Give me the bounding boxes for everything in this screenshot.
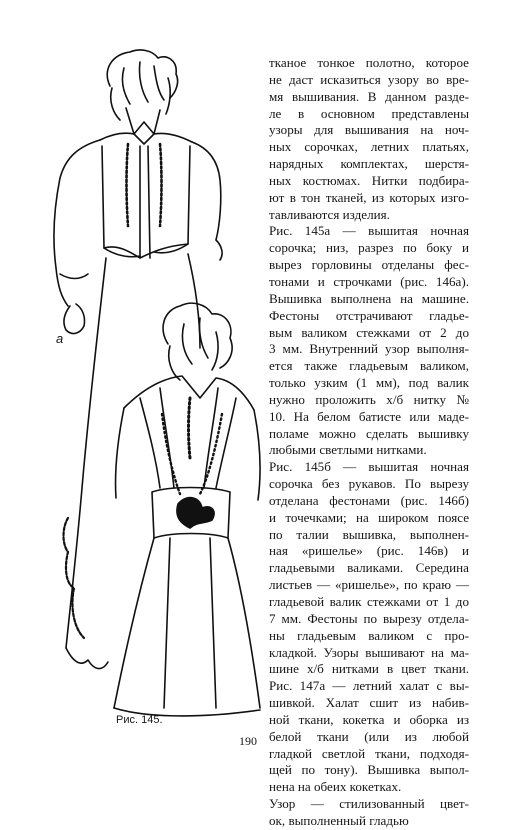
body-text-line: поламе можно сделать вышивку <box>269 425 469 441</box>
body-text-line: гладьевыми валиками. Середина <box>269 560 469 576</box>
body-text-line: не даст исказиться узору во вре- <box>269 71 469 87</box>
body-text-line: любыми светлыми нитками. <box>269 442 427 458</box>
body-text-line: 3 мм. Внутренний узор выполня- <box>269 341 469 357</box>
body-text-line: отделана фестонами (рис. 146б) <box>269 492 469 508</box>
body-text-line: по талии вышивка, выполнен- <box>269 526 469 542</box>
body-text-line: ны гладьевым валиком с про- <box>269 627 469 643</box>
body-text-line: и точечками; на широком поясе <box>269 509 469 525</box>
body-text-line: сорочка без рукавов. По вырезу <box>269 476 469 492</box>
fashion-illustration-fig145 <box>40 48 270 728</box>
body-text-line: гладьевой валик стежками от 1 до <box>269 594 469 609</box>
body-text-line: только узким (1 мм), под валик <box>269 375 469 391</box>
body-text-line: ок, выполненный гладью <box>269 812 409 828</box>
sleeveless-gown-b-sketch <box>114 303 260 716</box>
body-text-line: щей по тону). Вышивка выпол- <box>269 762 469 778</box>
body-text-line: тканое тонкое полотно, которое <box>269 55 469 70</box>
body-text-line: Узор — стилизованный цвет- <box>269 796 469 812</box>
body-text-line: ной ткани, кокетка и оборка из <box>269 711 469 727</box>
body-text-line: Рис. 145б — вышитая ночная <box>269 459 469 475</box>
body-text-line: ле в основном представлены <box>269 105 469 121</box>
figure-label-a: а <box>56 331 64 346</box>
nightgown-a-sketch <box>54 50 222 669</box>
body-text-line: ных сорочках, летних платьях, <box>269 139 469 155</box>
body-text-line: белой ткани (или из любой <box>269 728 469 744</box>
body-text-line: ных костюмах. Нитки подбира- <box>269 172 469 188</box>
page-number: 190 <box>239 734 257 748</box>
body-text-line: 10. На белом батисте или мадe- <box>269 408 469 424</box>
body-text-line: тонами и строчками (рис. 146а). <box>269 273 469 289</box>
body-text-line: сорочка; низ, разрез по боку и <box>269 240 469 256</box>
body-text-line: ют в тон тканей, из которых изго- <box>269 189 469 205</box>
body-text-line: Рис. 147а — летний халат с вы- <box>269 678 469 694</box>
body-text-line: ная «ришелье» (рис. 146в) и <box>269 543 469 559</box>
body-text-line: гладкой светлой ткани, подходя- <box>269 745 469 761</box>
body-text-line: кладкой. Узоры вышивают на ма- <box>269 644 469 660</box>
body-text-line: вырез горловины отделаны фес- <box>269 257 469 273</box>
body-text-line: нужно проложить х/б нитку № <box>269 391 469 407</box>
body-text-line: шине х/б нитками в цвет ткани. <box>269 661 469 677</box>
body-text-line: Рис. 145а — вышитая ночная <box>269 223 469 239</box>
body-text-line: тавливаются изделия. <box>269 206 390 222</box>
body-text-line: шивкой. Халат сшит из набив- <box>269 695 469 711</box>
figure-caption: Рис. 145. <box>116 714 163 726</box>
body-text-line: нарядных комплектах, шерстя- <box>269 156 469 172</box>
body-text-line: листьев — «ришелье», по краю — <box>269 577 469 593</box>
body-text-line: 7 мм. Фестоны по вырезу отдела- <box>269 610 469 626</box>
body-text-line: нена на обеих кокетках. <box>269 779 402 795</box>
body-text-line: мя вышивания. В данном разде- <box>269 88 469 104</box>
body-text-line: Фестоны отстрачивают гладье- <box>269 307 469 323</box>
body-text-line: узоры для вышивания на ноч- <box>269 122 469 138</box>
body-text-line: Вышивка выполнена на машине. <box>269 290 469 306</box>
body-text-column <box>269 55 469 830</box>
body-text-line: ется также гладьевым валиком, <box>269 358 469 374</box>
body-text-line: вым валиком стежками от 2 до <box>269 324 469 340</box>
